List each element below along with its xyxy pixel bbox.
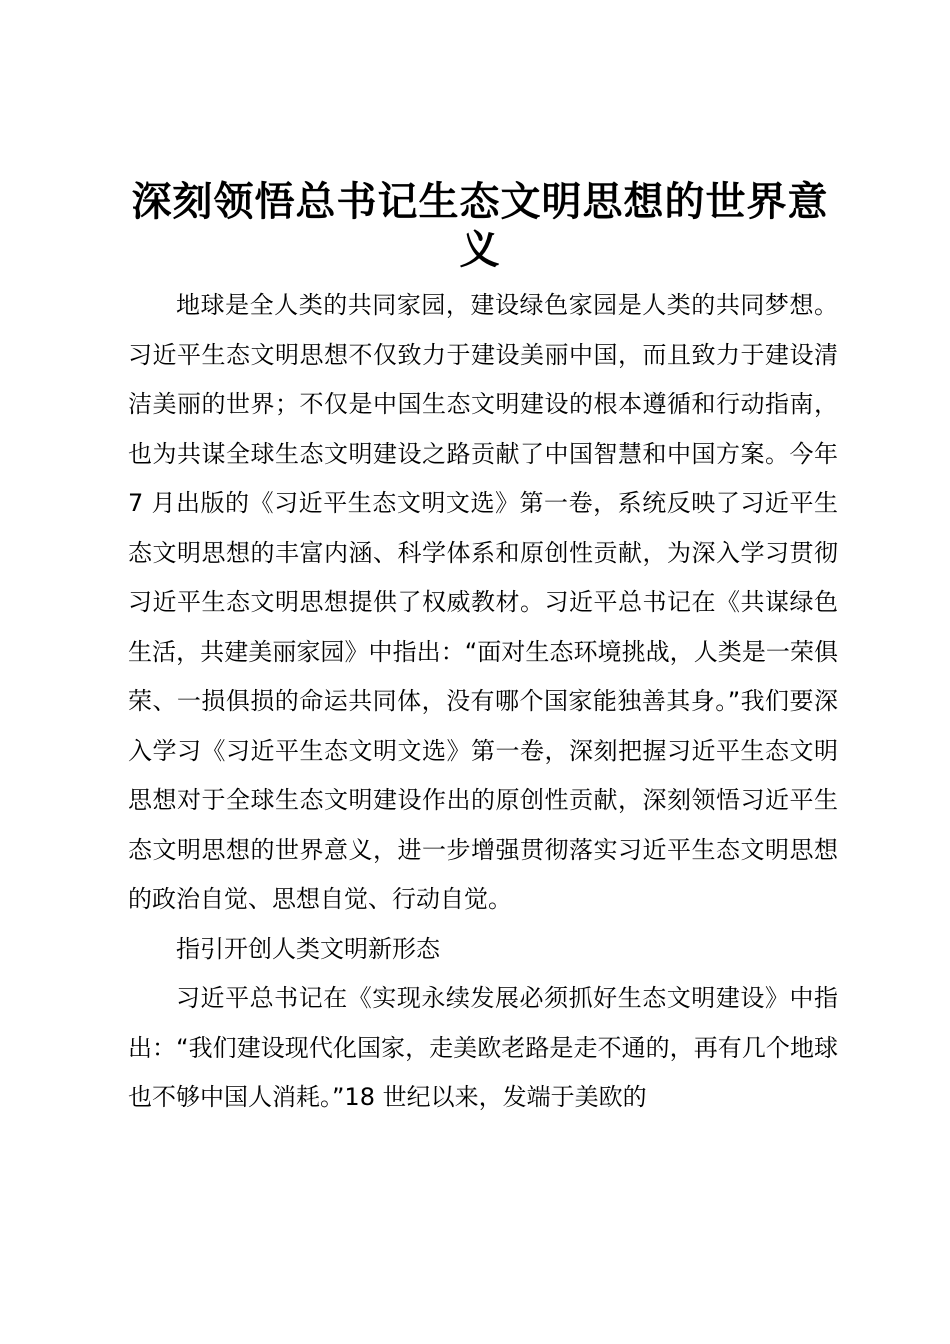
section-heading: 指引开创人类文明新形态 xyxy=(176,934,440,963)
paragraph-section-1: 习近平总书记在《实现永续发展必须抓好生态文明建设》中指出：“我们建设现代化国家，走美欧老路是走不通的，再有几个地球也不够中国人消耗。”18 世纪以来，发端于美欧的 xyxy=(128,984,838,1111)
document-title: 深刻领悟总书记生态文明思想的世界意义 xyxy=(131,178,829,273)
paragraph-intro: 地球是全人类的共同家园，建设绿色家园是人类的共同梦想。习近平生态文明思想不仅致力于建设美丽中国，而且致力于建设清洁美丽的世界；不仅是中国生态文明建设的根本遵循和行动指南，也为共谋全球生态文明建设之路贡献了中国智慧和中国方案。今年 7 月出版的《习近平生态文明文选》第一卷，系统反映了习近平生态文明思想的丰富内涵、科学体系和原创性贡献，为深入学习贯彻习近平生态文明思想提供了权威教材。习近平总书记在《共谋绿色生活，共建美丽家园》中指出：“面对生态环境挑战，人类是一荣俱荣、一损俱损的命运共同体，没有哪个国家能独善其身。”我们要深入学习《习近平生态文明文选》第一卷，深刻把握习近平生态文明思想对于全球生态文明建设作出的原创性贡献，深刻领悟习近平生态文明思想的世界意义，进一步增强贯彻落实习近平生态文明思想的政治自觉、思想自觉、行动自觉。 xyxy=(128,291,838,913)
document-body xyxy=(128,281,838,1123)
